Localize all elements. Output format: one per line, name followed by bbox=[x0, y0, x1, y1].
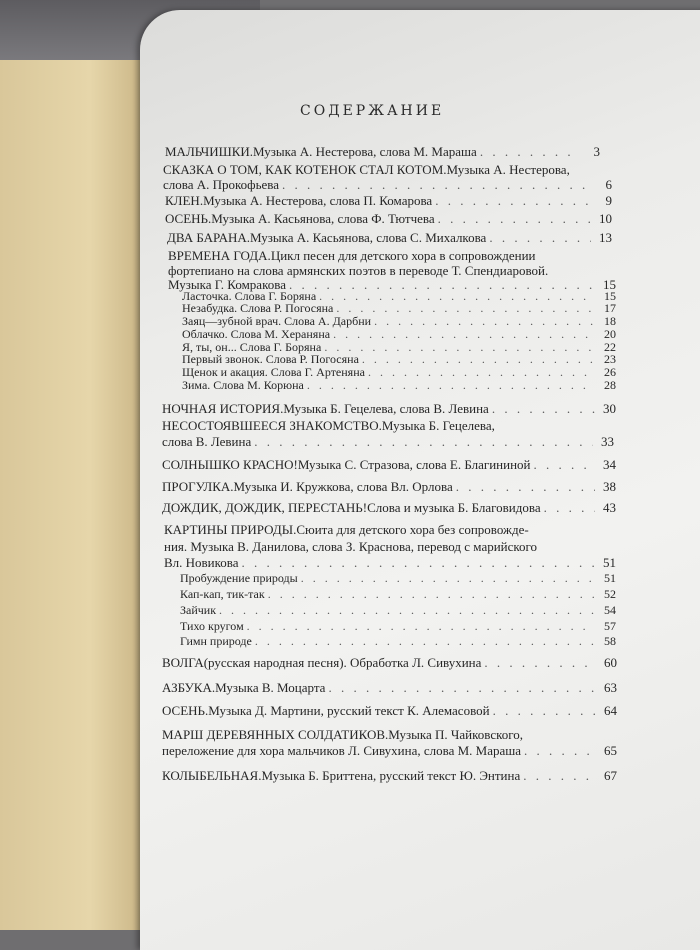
toc-entry bbox=[162, 435, 614, 448]
toc-entry bbox=[165, 145, 600, 158]
dot-leader bbox=[324, 341, 595, 353]
page-number: 58 bbox=[604, 634, 616, 648]
page-number: 51 bbox=[603, 555, 616, 570]
page-number: 3 bbox=[593, 144, 600, 159]
dot-leader bbox=[268, 588, 595, 600]
dot-leader bbox=[493, 704, 596, 717]
page-number: 17 bbox=[604, 301, 616, 315]
toc-entry bbox=[182, 379, 616, 391]
dot-leader bbox=[374, 315, 595, 327]
toc-entry bbox=[162, 769, 617, 782]
page-number: 34 bbox=[603, 457, 616, 472]
toc-entry bbox=[164, 540, 616, 553]
dot-leader bbox=[219, 604, 595, 616]
entry-text: Вл. Новикова bbox=[164, 555, 239, 570]
dot-leader bbox=[336, 302, 595, 314]
page-number: 15 bbox=[603, 277, 616, 292]
entry-text: Щенок и акация. Слова Г. Артеняна bbox=[182, 365, 365, 379]
page-number: 54 bbox=[604, 603, 616, 617]
entry-title: ВОЛГА bbox=[162, 655, 204, 670]
entry-text: Пробуждение природы bbox=[180, 571, 298, 585]
dot-leader bbox=[368, 366, 595, 378]
entry-text: Музыка П. Чайковского, bbox=[388, 727, 524, 742]
page-number: 28 bbox=[604, 378, 616, 392]
dot-leader bbox=[255, 635, 595, 647]
entry-text: Незабудка. Слова Р. Погосяна bbox=[182, 301, 334, 315]
dot-leader bbox=[307, 379, 595, 391]
toc-entry bbox=[162, 728, 617, 741]
entry-text: Кап-кап, тик-так bbox=[180, 587, 265, 601]
entry-text: Гимн природе bbox=[180, 634, 252, 648]
dot-leader bbox=[319, 290, 595, 302]
dot-leader bbox=[544, 501, 595, 514]
toc-entry bbox=[162, 681, 617, 694]
entry-text: Музыка И. Кружкова, слова Вл. Орлова bbox=[233, 479, 453, 494]
entry-title: ВРЕМЕНА ГОДА. bbox=[168, 248, 271, 263]
dot-leader bbox=[456, 480, 595, 493]
dot-leader bbox=[333, 328, 595, 340]
entry-text: Зайчик bbox=[180, 603, 217, 617]
entry-title: МАЛЬЧИШКИ. bbox=[165, 144, 254, 159]
entry-title: ОСЕНЬ. bbox=[162, 703, 209, 718]
dot-leader bbox=[247, 620, 595, 632]
entry-title: ДВА БАРАНА. bbox=[167, 230, 251, 245]
page-number: 13 bbox=[599, 230, 612, 245]
entry-text: фортепиано на слова армянских поэтов в переводе Т. Спендиаровой. bbox=[168, 263, 549, 278]
entry-text: Слова и музыка Б. Благовидова bbox=[367, 500, 541, 515]
toc-entry bbox=[182, 328, 616, 340]
toc-entry bbox=[180, 604, 616, 616]
dot-leader bbox=[438, 212, 591, 225]
page-number: 52 bbox=[604, 587, 616, 601]
toc-entry bbox=[162, 480, 616, 493]
entry-text: Музыка Б. Бриттена, русский текст Ю. Энтина bbox=[261, 768, 521, 783]
toc-entry bbox=[180, 620, 616, 632]
entry-text: Облачко. Слова М. Хераняна bbox=[182, 327, 331, 341]
page-number: 15 bbox=[604, 289, 616, 303]
toc-entry bbox=[168, 249, 612, 262]
toc-entry bbox=[164, 556, 616, 569]
toc-entry bbox=[162, 458, 616, 471]
toc-entry bbox=[164, 523, 616, 536]
entry-text: Цикл песен для детского хора в сопровождении bbox=[270, 248, 536, 263]
entry-title: НЕСОСТОЯВШЕЕСЯ ЗНАКОМСТВО. bbox=[162, 418, 382, 433]
toc-entry bbox=[182, 315, 616, 327]
toc-entry bbox=[162, 419, 616, 432]
entry-text: Музыка С. Стразова, слова Е. Благининой bbox=[297, 457, 531, 472]
toc-entry bbox=[163, 163, 610, 176]
page-number: 26 bbox=[604, 365, 616, 379]
entry-text: Музыка А. Нестерова, слова М. Мараша bbox=[253, 144, 477, 159]
toc-entry bbox=[180, 588, 616, 600]
dot-leader bbox=[435, 194, 591, 207]
entry-text: переложение для хора мальчиков Л. Сивухина, слова М. Мараша bbox=[162, 743, 522, 758]
dot-leader bbox=[534, 458, 596, 471]
dot-leader bbox=[301, 572, 595, 584]
entry-title: КОЛЫБЕЛЬНАЯ. bbox=[162, 768, 262, 783]
toc-entry bbox=[162, 656, 617, 669]
page-number: 67 bbox=[604, 768, 617, 783]
entry-text: Зима. Слова М. Корюна bbox=[182, 378, 304, 392]
entry-title: СКАЗКА О ТОМ, КАК КОТЕНОК СТАЛ КОТОМ. bbox=[163, 162, 447, 177]
entry-text: (русская народная песня). Обработка Л. Сивухина bbox=[203, 655, 482, 670]
entry-title: НОЧНАЯ ИСТОРИЯ. bbox=[162, 401, 284, 416]
dot-leader bbox=[480, 145, 579, 158]
entry-text: слова В. Левина bbox=[162, 434, 252, 449]
toc-entry bbox=[162, 704, 617, 717]
dot-leader bbox=[523, 769, 596, 782]
dot-leader bbox=[489, 231, 591, 244]
entry-text: ния. Музыка В. Данилова, слова З. Краснова, перевод с марийского bbox=[164, 539, 538, 554]
entry-text: Сюита для детского хора без сопровожде- bbox=[296, 522, 529, 537]
toc-entry bbox=[182, 353, 616, 365]
dot-leader bbox=[282, 178, 591, 191]
entry-title: ДОЖДИК, ДОЖДИК, ПЕРЕСТАНЬ! bbox=[162, 500, 368, 515]
page-number: 64 bbox=[604, 703, 617, 718]
dot-leader bbox=[492, 402, 595, 415]
page-number: 18 bbox=[604, 314, 616, 328]
entry-text: Музыка А. Касьянова, слова Ф. Тютчева bbox=[211, 211, 435, 226]
page-number: 23 bbox=[604, 352, 616, 366]
entry-title: КЛЕН. bbox=[165, 193, 204, 208]
toc-entry bbox=[165, 194, 612, 207]
page-number: 30 bbox=[603, 401, 616, 416]
entry-text: Музыка Д. Мартини, русский текст К. Алемасовой bbox=[208, 703, 490, 718]
toc-entry bbox=[165, 212, 612, 225]
page-number: 51 bbox=[604, 571, 616, 585]
toc-entry bbox=[163, 178, 612, 191]
entry-text: слова А. Прокофьева bbox=[163, 177, 280, 192]
toc-entry bbox=[162, 402, 616, 415]
entry-text: Тихо кругом bbox=[180, 619, 244, 633]
entry-text: Музыка А. Касьянова, слова С. Михалкова bbox=[250, 230, 487, 245]
entry-text: Музыка А. Нестерова, слова П. Комарова bbox=[203, 193, 433, 208]
entry-text: Я, ты, он... Слова Г. Боряна bbox=[182, 340, 322, 354]
entry-title: МАРШ ДЕРЕВЯННЫХ СОЛДАТИКОВ. bbox=[162, 727, 389, 742]
page-number: 65 bbox=[604, 743, 617, 758]
page-number: 43 bbox=[603, 500, 616, 515]
dot-leader bbox=[524, 744, 596, 757]
toc-entry bbox=[180, 635, 616, 647]
entry-title: КАРТИНЫ ПРИРОДЫ. bbox=[164, 522, 297, 537]
page-number: 57 bbox=[604, 619, 616, 633]
dot-leader bbox=[328, 681, 596, 694]
entry-text: Первый звонок. Слова Р. Погосяна bbox=[182, 352, 359, 366]
page-title: СОДЕРЖАНИЕ bbox=[300, 103, 445, 119]
dot-leader bbox=[242, 556, 595, 569]
entry-text: Музыка Б. Гецелева, слова В. Левина bbox=[283, 401, 489, 416]
entry-title: СОЛНЫШКО КРАСНО! bbox=[162, 457, 298, 472]
entry-text: Музыка В. Моцарта bbox=[215, 680, 326, 695]
page-number: 33 bbox=[601, 434, 614, 449]
toc-entry bbox=[168, 264, 612, 277]
dot-leader bbox=[484, 656, 596, 669]
page-number: 60 bbox=[604, 655, 617, 670]
page-number: 22 bbox=[604, 340, 616, 354]
page-number: 20 bbox=[604, 327, 616, 341]
entry-text: Музыка А. Нестерова, bbox=[446, 162, 570, 177]
page-number: 63 bbox=[604, 680, 617, 695]
entry-text: Музыка Г. Комракова bbox=[168, 277, 286, 292]
entry-text: Заяц—зубной врач. Слова А. Дарбни bbox=[182, 314, 372, 328]
entry-title: АЗБУКА. bbox=[162, 680, 216, 695]
page-number: 6 bbox=[605, 177, 612, 192]
entry-text: Ласточка. Слова Г. Боряна bbox=[182, 289, 317, 303]
toc-entry bbox=[167, 231, 612, 244]
page-number: 38 bbox=[603, 479, 616, 494]
entry-text: Музыка Б. Гецелева, bbox=[381, 418, 495, 433]
entry-title: ПРОГУЛКА. bbox=[162, 479, 234, 494]
dot-leader bbox=[254, 435, 593, 448]
page-number: 10 bbox=[599, 211, 612, 226]
toc-entry bbox=[182, 366, 616, 378]
page-number: 9 bbox=[605, 193, 612, 208]
toc-entry bbox=[180, 572, 616, 584]
toc-entry bbox=[162, 501, 616, 514]
dot-leader bbox=[362, 353, 595, 365]
entry-title: ОСЕНЬ. bbox=[165, 211, 212, 226]
toc-entry bbox=[162, 744, 617, 757]
toc-entry bbox=[182, 302, 616, 314]
